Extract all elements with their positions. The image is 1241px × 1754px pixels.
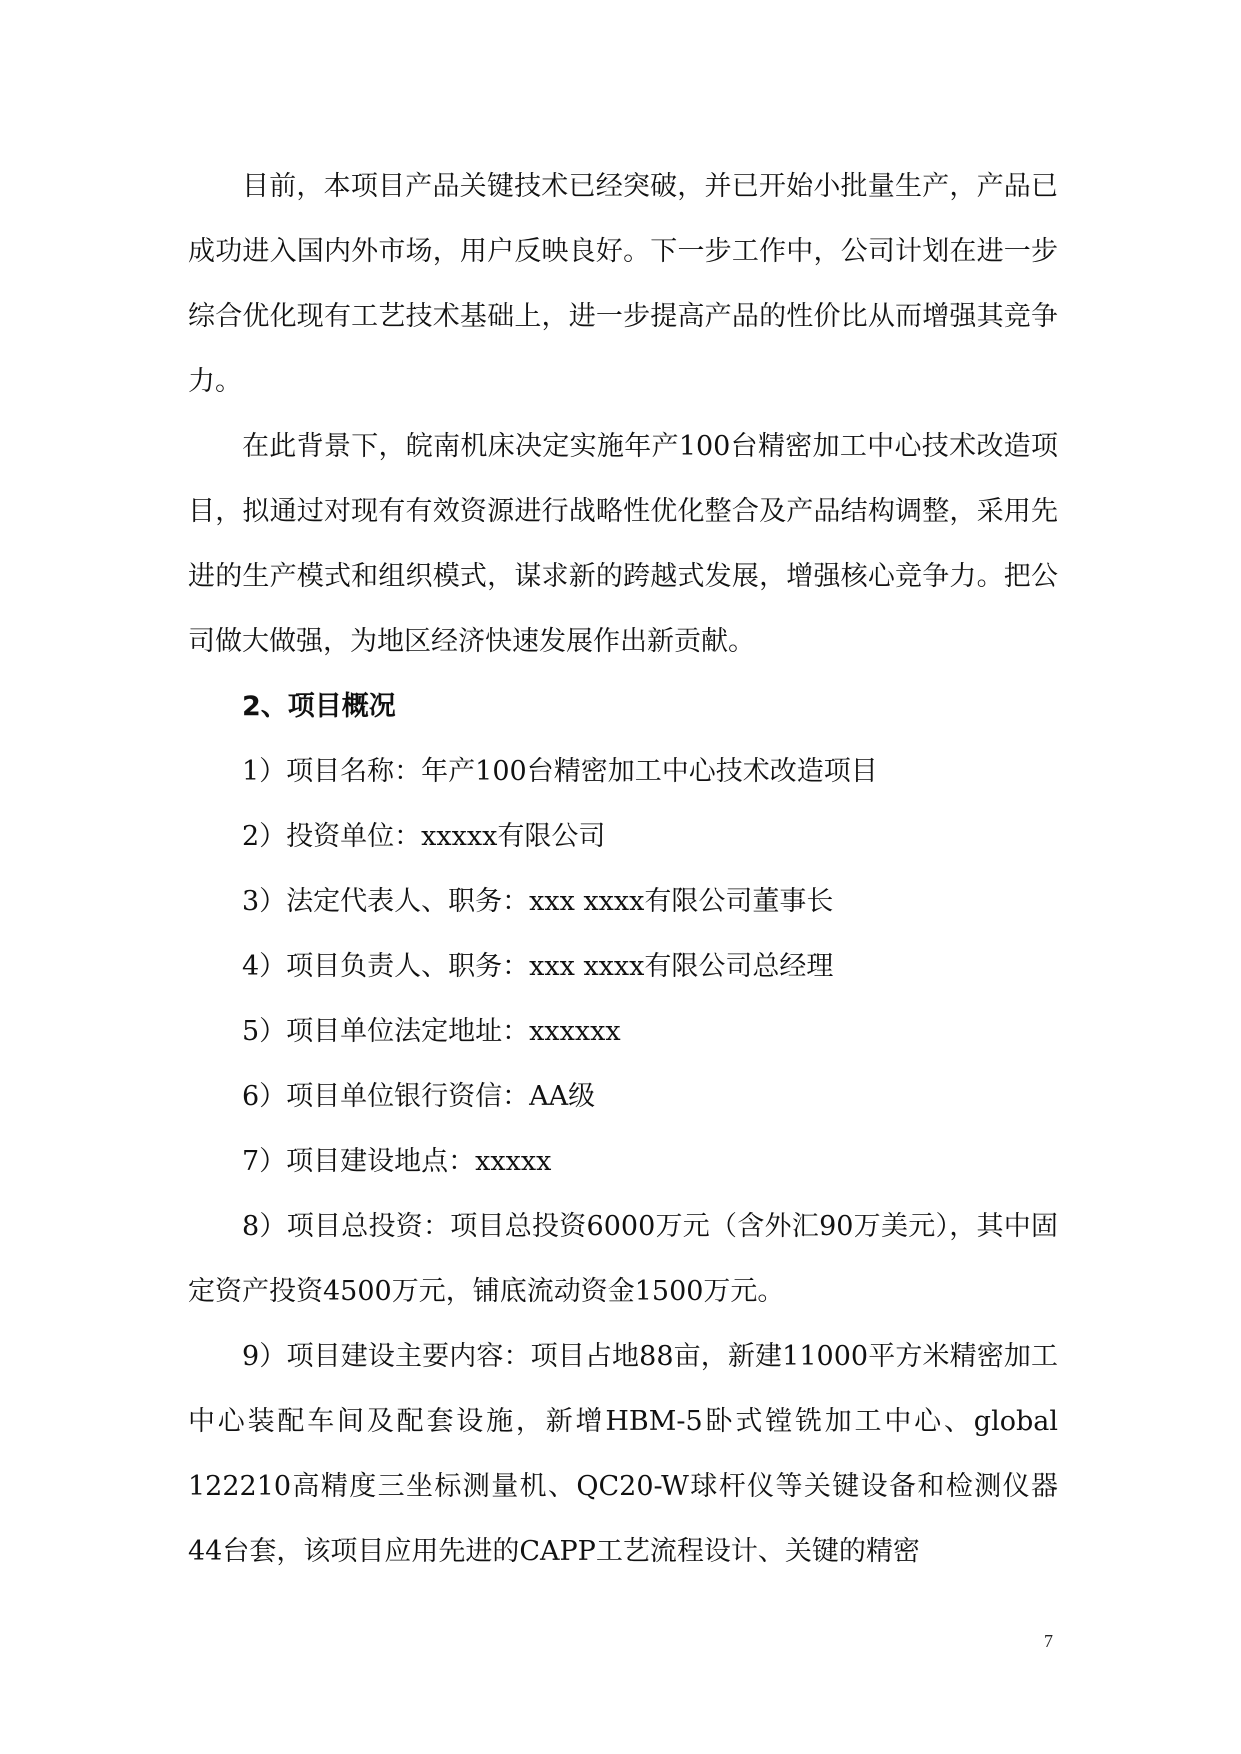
list-item-bank-credit: 6）项目单位银行资信：AA级 [242, 1081, 596, 1112]
page-number: 7 [1044, 1631, 1053, 1651]
list-item-main-content: 9）项目建设主要内容：项目占地88亩，新建11000平方米精密加工中心装配车间及配套设施，新增HBM-5卧式镗铣加工中心、global 122210高精度三坐标测量机、QC20-W球杆仪等关键设备和检测仪器44台套，该项目应用先进的CAPP工艺流程设计、关键的精密 [188, 1341, 1058, 1567]
list-item-project-name: 1）项目名称：年产100台精密加工中心技术改造项目 [242, 756, 878, 787]
list-item-investor: 2）投资单位：xxxxx有限公司 [242, 821, 606, 852]
list-item-legal-address: 5）项目单位法定地址：xxxxxx [242, 1016, 621, 1047]
list-item-total-investment: 8）项目总投资：项目总投资6000万元（含外汇90万美元），其中固定资产投资4500万元，铺底流动资金1500万元。 [188, 1211, 1058, 1307]
list-item-project-leader: 4）项目负责人、职务：xxx xxxx有限公司总经理 [242, 951, 834, 982]
list-item-legal-representative: 3）法定代表人、职务：xxx xxxx有限公司董事长 [242, 886, 834, 917]
list-item-construction-site: 7）项目建设地点：xxxxx [242, 1146, 552, 1177]
section-heading-project-overview: 2、项目概况 [242, 691, 396, 722]
paragraph-current-status: 目前，本项目产品关键技术已经突破，并已开始小批量生产，产品已成功进入国内外市场，用户反映良好。下一步工作中，公司计划在进一步综合优化现有工艺技术基础上，进一步提高产品的性价比从而增强其竞争力。 [188, 171, 1058, 397]
page-content [188, 154, 1058, 1584]
paragraph-background: 在此背景下，皖南机床决定实施年产100台精密加工中心技术改造项目，拟通过对现有有效资源进行战略性优化整合及产品结构调整，采用先进的生产模式和组织模式，谋求新的跨越式发展，增强核心竞争力。把公司做大做强，为地区经济快速发展作出新贡献。 [188, 431, 1058, 657]
